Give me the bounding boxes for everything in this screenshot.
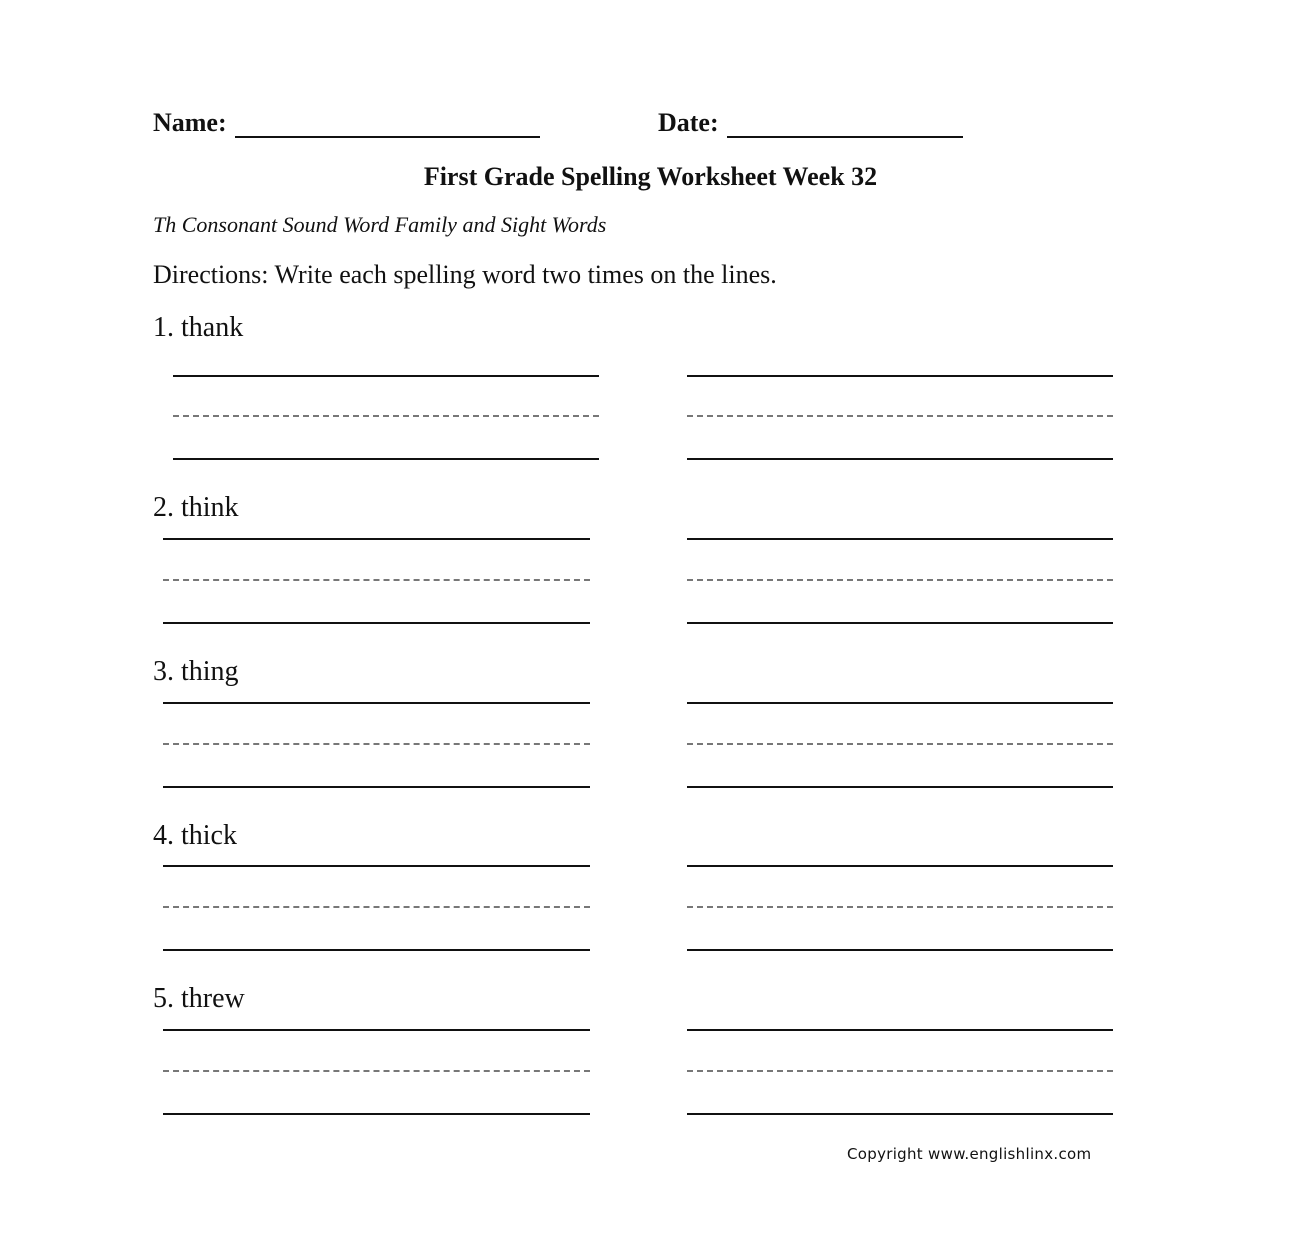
base-line-right-4 <box>687 949 1113 951</box>
base-line-left-2 <box>163 622 590 624</box>
mid-line-left-3 <box>163 743 590 745</box>
base-line-left-4 <box>163 949 590 951</box>
mid-line-right-2 <box>687 579 1113 581</box>
word-label-5: 5. threw <box>153 983 245 1014</box>
date-blank[interactable] <box>727 108 963 138</box>
copyright-notice: Copyright www.englishlinx.com <box>847 1145 1092 1163</box>
mid-line-left-1 <box>173 415 599 417</box>
top-line-left-4[interactable] <box>163 865 590 867</box>
word-label-2: 2. think <box>153 492 239 523</box>
base-line-right-2 <box>687 622 1113 624</box>
mid-line-right-1 <box>687 415 1113 417</box>
mid-line-right-5 <box>687 1070 1113 1072</box>
top-line-right-1[interactable] <box>687 375 1113 377</box>
worksheet-title: First Grade Spelling Worksheet Week 32 <box>423 162 878 191</box>
base-line-left-3 <box>163 786 590 788</box>
top-line-right-3[interactable] <box>687 702 1113 704</box>
top-line-right-2[interactable] <box>687 538 1113 540</box>
mid-line-right-3 <box>687 743 1113 745</box>
word-label-3: 3. thing <box>153 656 239 687</box>
word-label-4: 4. thick <box>153 820 237 851</box>
worksheet-subtitle: Th Consonant Sound Word Family and Sight Words <box>153 212 607 237</box>
base-line-right-1 <box>687 458 1113 460</box>
header-row <box>153 108 993 148</box>
top-line-left-3[interactable] <box>163 702 590 704</box>
word-label-1: 1. thank <box>153 312 244 343</box>
date-label: Date: <box>658 108 719 137</box>
top-line-left-1[interactable] <box>173 375 599 377</box>
top-line-left-5[interactable] <box>163 1029 590 1031</box>
top-line-left-2[interactable] <box>163 538 590 540</box>
mid-line-left-5 <box>163 1070 590 1072</box>
name-blank[interactable] <box>235 108 540 138</box>
directions-text: Directions: Write each spelling word two times on the lines. <box>153 260 777 289</box>
base-line-left-5 <box>163 1113 590 1115</box>
base-line-right-3 <box>687 786 1113 788</box>
mid-line-left-4 <box>163 906 590 908</box>
name-field <box>153 108 540 138</box>
base-line-right-5 <box>687 1113 1113 1115</box>
top-line-right-5[interactable] <box>687 1029 1113 1031</box>
base-line-left-1 <box>173 458 599 460</box>
mid-line-left-2 <box>163 579 590 581</box>
mid-line-right-4 <box>687 906 1113 908</box>
top-line-right-4[interactable] <box>687 865 1113 867</box>
date-field <box>658 108 963 138</box>
name-label: Name: <box>153 108 227 137</box>
